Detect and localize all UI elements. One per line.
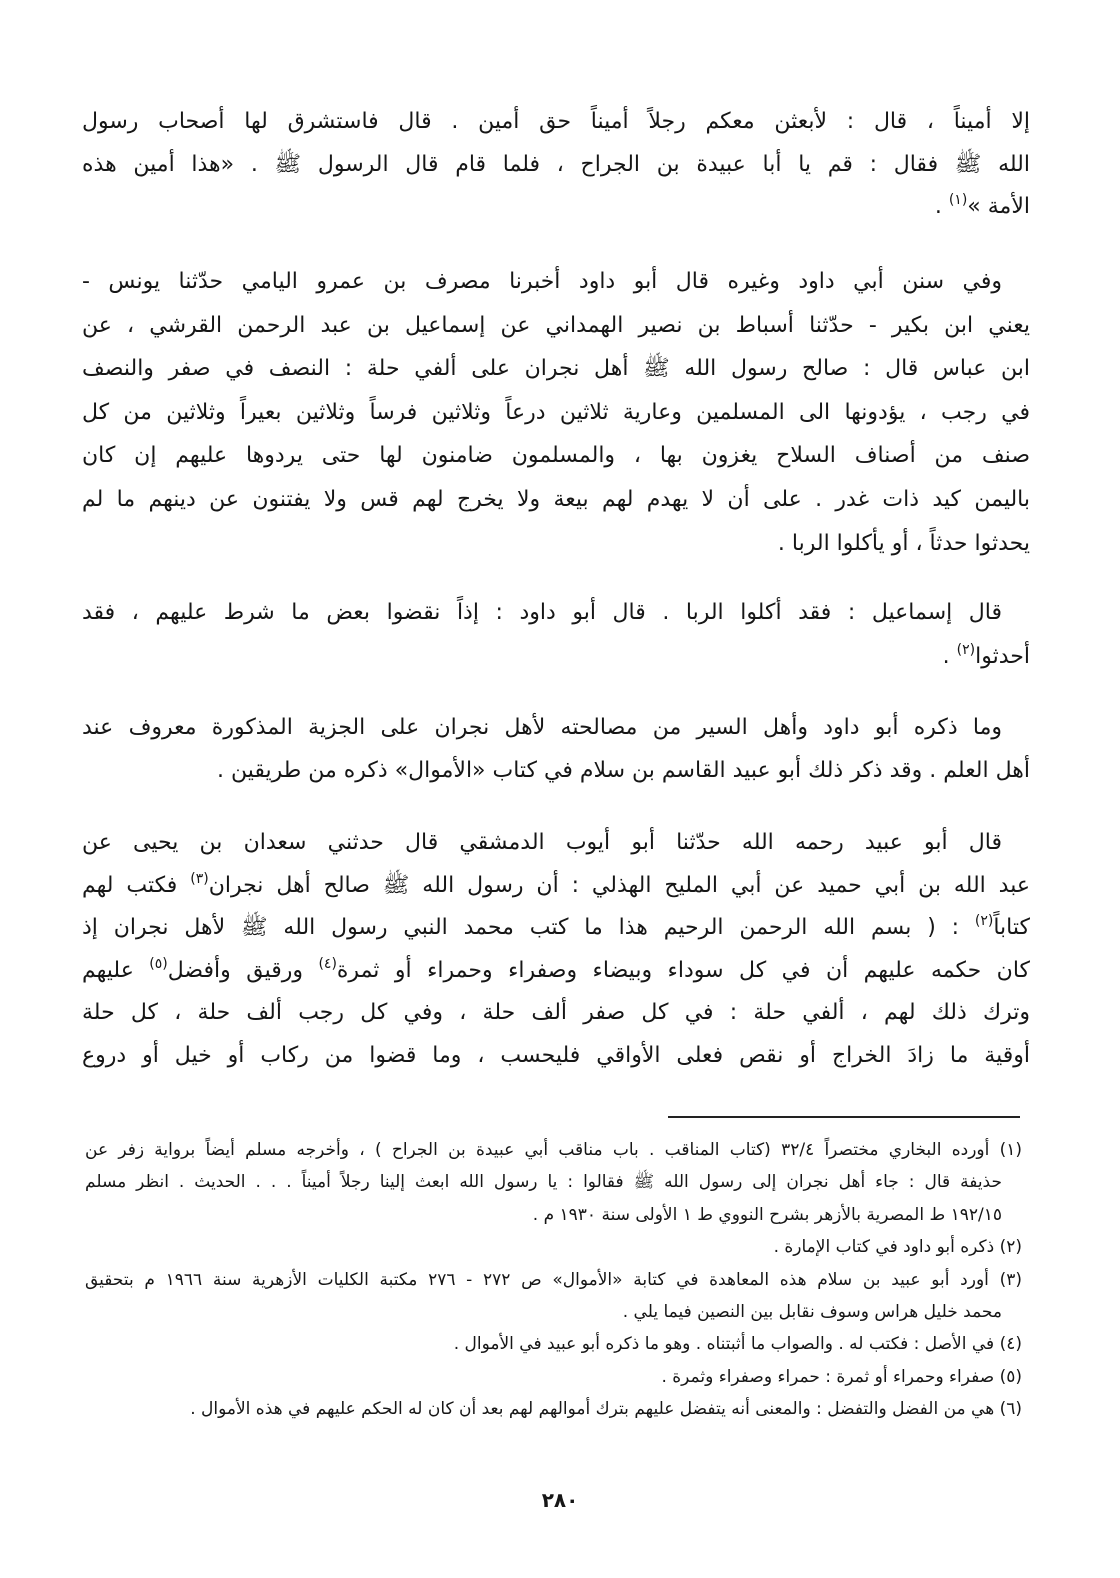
text-line	[82, 635, 1030, 679]
text-line	[82, 186, 1030, 229]
text-line: في رجب ، يؤدونها الى المسلمين وعارية ثلاثين درعاً وثلاثين فرساً وثلاثين بعيراً وثلاثين من كل	[82, 399, 1030, 425]
text-segment: عليهم	[82, 957, 150, 983]
text-line	[82, 907, 1030, 950]
paragraph	[82, 101, 1030, 229]
text-line: ابن عباس قال : صالح رسول الله ﷺ أهل نجران على ألفي حلة : النصف في صفر والنصف	[82, 356, 1030, 382]
text-line: وفي سنن أبي داود وغيره قال أبو داود أخبرنا مصرف بن عمرو اليامي حدّثنا يونس -	[82, 269, 1002, 294]
footnote-3	[85, 1264, 1022, 1329]
footnote-line: (٦) هي من الفضل والتفضل : والمعنى أنه يتفضل عليهم بترك أموالهم لهم بعد أن كان له الحكم عليهم في هذه الأموال .	[190, 1399, 1022, 1420]
text-line: وما ذكره أبو داود وأهل السير من مصالحته لأهل نجران على الجزية المذكورة معروف عند	[82, 715, 1002, 740]
footnote-line: (٤) في الأصل : فكتب له . والصواب ما أثبتناه . وهو ما ذكره أبو عبيد في الأموال .	[453, 1334, 1022, 1355]
text-line: أهل العلم . وقد ذكر ذلك أبو عبيد القاسم بن سلام في كتاب «الأموال» ذكره من طريقين .	[216, 758, 1030, 783]
footnote-6	[85, 1393, 1022, 1425]
footnote-4	[85, 1328, 1022, 1360]
footnote-reference: (٥)	[149, 955, 168, 972]
paragraph	[82, 706, 1030, 792]
text-line: قال أبو عبيد رحمه الله حدّثنا أبو أيوب الدمشقي قال حدثني سعدان بن يحيى عن	[82, 830, 1002, 855]
text-line: يحدثوا حدثاً ، أو يأكلوا الربا .	[777, 530, 1030, 556]
text-line: يعني ابن بكير - حدّثنا أسباط بن نصير الهمداني عن إسماعيل بن عبد الرحمن القرشي ، عن	[82, 312, 1030, 338]
footnote-line: حذيفة قال : جاء أهل نجران إلى رسول الله ﷺ فقالوا : يا رسول الله ابعث إلينا رجلاً أميناً . . . الحديث . انظر مسلم	[85, 1172, 1002, 1193]
footnote-reference: (٤)	[318, 955, 337, 972]
footnote-2	[85, 1231, 1022, 1263]
text-segment: .	[934, 194, 949, 219]
text-line: أوقية ما زادَ الخراج أو نقص فعلى الأواقي فليحسب ، وما قضوا من ركاب أو خيل أو دروع	[82, 1042, 1030, 1068]
footnotes	[85, 1134, 1022, 1426]
footnote-reference: (٣)	[190, 870, 209, 887]
footnote-line: ١٩٢/١٥ ط المصرية بالأزهر بشرح النووي ط ١ الأولى سنة ١٩٣٠ م .	[532, 1204, 1002, 1225]
footnote-1	[85, 1134, 1022, 1231]
footnote-line: (١) أورده البخاري مختصراً ٣٢/٤ (كتاب المناقب . باب مناقب أبي عبيدة بن الجراح ) ، وأخرجه مسلم أيضاً برواية زفر عن	[85, 1140, 1023, 1160]
footnote-line: (٣) أورد أبو عبيد بن سلام هذه المعاهدة في كتابة «الأموال» ص ٢٧٢ - ٢٧٦ مكتبة الكليات الأزهرية سنة ١٩٦٦ م بتحقيق	[85, 1269, 1022, 1290]
text-line: قال إسماعيل : فقد أكلوا الربا . قال أبو داود : إذاً نقضوا بعض ما شرط عليهم ، فقد	[82, 600, 1002, 625]
text-segment: كتاباً	[993, 915, 1030, 940]
text-line: إلا أميناً ، قال : لأبعثن معكم رجلاً أميناً حق أمين . قال فاستشرق لها أصحاب رسول	[82, 109, 1030, 134]
footnote-line: محمد خليل هراس وسوف نقابل بين النصين فيما يلي .	[622, 1301, 1002, 1322]
text-segment: ورقيق وأفضل	[167, 957, 319, 983]
text-line: صنف من أصناف السلاح يغزون بها ، والمسلمون ضامنون لها حتى يردوها عليهم إن كان	[82, 443, 1030, 469]
text-segment: : ( بسم الله الرحمن الرحيم هذا ما كتب محمد النبي رسول الله ﷺ لأهل نجران إذ	[82, 915, 975, 940]
text-line	[82, 950, 1030, 993]
text-segment: كان حكمه عليهم أن في كل سوداء وبيضاء وصفراء وحمراء أو ثمرة	[336, 957, 1031, 983]
page-number: ٢٨٠	[541, 1488, 579, 1512]
paragraph	[82, 822, 1030, 1077]
footnote-reference: (١)	[948, 192, 968, 208]
text-segment: الأمة »	[967, 194, 1030, 219]
paragraph	[82, 260, 1030, 565]
text-line: الله ﷺ فقال : قم يا أبا عبيدة بن الجراح ، فلما قام قال الرسول ﷺ . «هذا أمين هذه	[82, 151, 1030, 177]
footnote-reference: (٢)	[956, 642, 976, 658]
footnote-separator	[668, 1116, 1020, 1118]
footnote-reference: (٢)	[974, 913, 994, 929]
footnote-line: (٥) صفراء وحمراء أو ثمرة : حمراء وصفراء وثمرة .	[661, 1366, 1022, 1387]
footnote-line: (٢) ذكره أبو داود في كتاب الإمارة .	[773, 1237, 1022, 1258]
paragraph	[82, 591, 1030, 679]
text-line	[82, 865, 1030, 908]
text-segment: عبد الله بن أبي حميد عن أبي المليح الهذلي : أن رسول الله ﷺ صالح أهل نجران	[208, 872, 1030, 898]
text-line: باليمن كيد ذات غدر . على أن لا يهدم لهم بيعة ولا يخرج لهم قس ولا يفتنون عن دينهم ما لم	[82, 486, 1030, 512]
text-line: وترك ذلك لهم ، ألفي حلة : في كل صفر ألف حلة ، وفي كل رجب ألف حلة ، كل حلة	[82, 1000, 1030, 1025]
text-segment: أحدثوا	[975, 644, 1030, 669]
text-segment: .	[942, 644, 957, 669]
text-segment: فكتب لهم	[82, 872, 191, 898]
footnote-5	[85, 1361, 1022, 1393]
